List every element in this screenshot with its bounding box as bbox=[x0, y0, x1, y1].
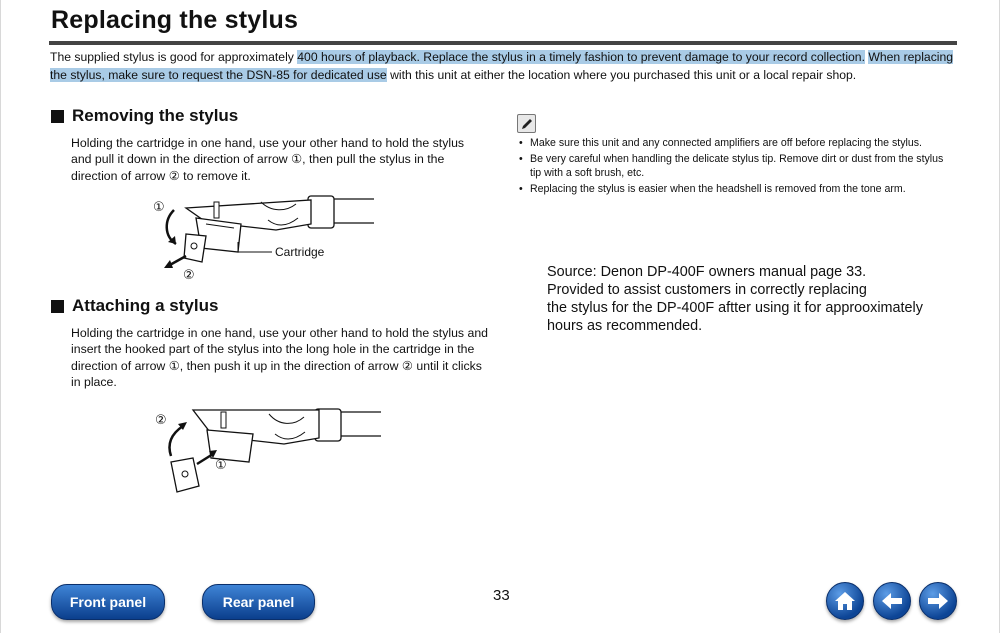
front-panel-button[interactable]: Front panel bbox=[51, 584, 165, 620]
cartridge-label: Cartridge bbox=[275, 245, 325, 259]
removing-body: Holding the cartridge in one hand, use your other hand to hold the stylus and pull it down in the direction of arrow ①, then pull the stylus in the direction of arrow ② to remove it. bbox=[71, 136, 465, 183]
arrow-1-label: ① bbox=[153, 200, 165, 215]
intro-highlight-1: 400 hours of playback. Replace the stylus in a timely fashion to prevent damage to your record collection. bbox=[297, 50, 865, 64]
intro-text-2: with this unit at either the location where you purchased this unit or a local repair shop. bbox=[386, 68, 857, 82]
intro-highlight-2: When replacing the stylus, make sure to request the DSN-85 for dedicated use bbox=[50, 50, 954, 82]
source-annotation bbox=[547, 263, 977, 335]
title-rule bbox=[49, 41, 957, 45]
heading-square-icon bbox=[51, 110, 64, 123]
note-pencil-icon bbox=[517, 114, 536, 133]
attaching-body: Holding the cartridge in one hand, use your other hand to hold the stylus and insert the hooked part of the stylus into the long hole in the cartridge in the direction of arrow ①, then push it up in the direction of arrow ② until it clicks in place. bbox=[71, 326, 489, 389]
note-item: • Make sure this unit and any connected amplifiers are off before replacing the stylus. bbox=[517, 136, 957, 151]
intro-paragraph bbox=[50, 48, 960, 84]
home-button[interactable] bbox=[826, 582, 864, 620]
page-number: 33 bbox=[493, 587, 510, 604]
forward-arrow-icon bbox=[926, 591, 950, 611]
notes-list bbox=[517, 136, 957, 197]
attaching-figure bbox=[149, 402, 389, 502]
removing-heading-text: Removing the stylus bbox=[72, 106, 239, 125]
removing-figure bbox=[146, 190, 386, 282]
source-line-3: the stylus for the DP-400F aftter using it for approoximately bbox=[547, 300, 923, 316]
arrow-2-label: ② bbox=[155, 413, 167, 428]
forward-button[interactable] bbox=[919, 582, 957, 620]
note-item: • Be very careful when handling the delicate stylus tip. Remove dirt or dust from the stylus tip with a soft brush, etc. bbox=[517, 152, 957, 181]
note-item: • Replacing the stylus is easier when the headshell is removed from the tone arm. bbox=[517, 182, 957, 197]
source-line-2: Provided to assist customers in correctly replacing bbox=[547, 282, 867, 298]
attaching-heading bbox=[51, 296, 218, 316]
arrow-2-label: ② bbox=[183, 268, 195, 282]
removing-heading bbox=[51, 106, 238, 126]
source-line-4: hours as recommended. bbox=[547, 318, 703, 334]
heading-square-icon bbox=[51, 300, 64, 313]
source-line-1: Source: Denon DP-400F owners manual page 33. bbox=[547, 264, 867, 280]
intro-text-1: The supplied stylus is good for approximately bbox=[50, 50, 298, 64]
rear-panel-button[interactable]: Rear panel bbox=[202, 584, 315, 620]
page-title: Replacing the stylus bbox=[51, 6, 299, 34]
back-button[interactable] bbox=[873, 582, 911, 620]
back-arrow-icon bbox=[880, 591, 904, 611]
home-icon bbox=[833, 590, 857, 612]
pencil-icon bbox=[520, 117, 534, 131]
attaching-heading-text: Attaching a stylus bbox=[72, 296, 219, 315]
arrow-1-label: ① bbox=[215, 458, 227, 473]
